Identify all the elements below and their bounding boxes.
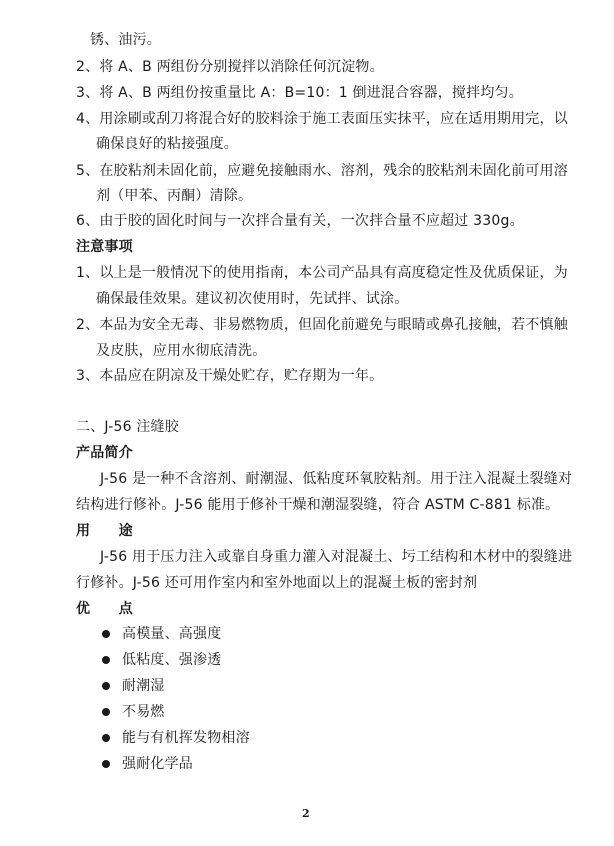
step-number: 5、 [76, 163, 100, 179]
step-text: 将 A、B 两组份分别搅拌以消除任何沉淀物。 [99, 59, 384, 75]
note-3 [76, 367, 383, 385]
note-1 [76, 264, 568, 282]
step-number: 4、 [76, 111, 100, 127]
step-text: 将 A、B 两组份按重量比 A：B=10：1 倒进混合容器，搅拌均匀。 [99, 85, 523, 101]
bullet-icon [102, 708, 110, 716]
section-2-title: 二、J-56 注缝胶 [76, 419, 179, 435]
step-6 [76, 212, 524, 230]
step-text: 由于胶的固化时间与一次拌合量有关，一次拌合量不应超过 330g。 [99, 213, 524, 229]
step-2 [76, 58, 384, 76]
step-number: 6、 [76, 213, 100, 229]
step-text: 在胶粘剂未固化前，应避免接触雨水、溶剂，残余的胶粘剂未固化前可用溶 [99, 163, 568, 179]
bullet-icon [102, 656, 110, 664]
bullet-icon [102, 734, 110, 742]
note-2 [76, 316, 568, 334]
advantages-heading: 优 点 [76, 601, 133, 617]
step-5 [76, 162, 568, 180]
usage-line-1: J-56 用于压力注入或靠自身重力灌入对混凝土、圬工结构和木材中的裂缝进 [100, 549, 573, 565]
page-number: 2 [302, 807, 310, 820]
advantage-text: 高模量、高强度 [122, 626, 222, 642]
intro-line-1: J-56 是一种不含溶剂、耐潮湿、低粘度环氧胶粘剂。用于注入混凝土裂缝对 [100, 471, 573, 487]
note-1-continuation: 确保最佳效果。建议初次使用时，先试拌、试涂。 [96, 291, 409, 307]
step-number: 3、 [76, 85, 100, 101]
advantage-text: 耐潮湿 [122, 678, 165, 694]
note-text: 以上是一般情况下的使用指南，本公司产品具有高度稳定性及优质保证，为 [99, 265, 568, 281]
note-number: 2、 [76, 317, 100, 333]
step-5-continuation: 剂（甲苯、丙酮）清除。 [96, 188, 253, 204]
intro-line-2: 结构进行修补。J-56 能用于修补干燥和潮湿裂缝，符合 ASTM C-881 标准。 [76, 497, 560, 513]
note-text: 本品为安全无毒、非易燃物质，但固化前避免与眼睛或鼻孔接触，若不慎触 [99, 317, 568, 333]
bullet-icon [102, 630, 110, 638]
usage-line-2: 行修补。J-56 还可用作室内和室外地面以上的混凝土板的密封剂 [76, 575, 478, 591]
usage-heading: 用 途 [76, 523, 133, 539]
note-number: 3、 [76, 368, 100, 384]
notes-heading: 注意事项 [76, 239, 133, 255]
step-1-continuation: 锈、油污。 [90, 32, 161, 48]
bullet-icon [102, 760, 110, 768]
note-number: 1、 [76, 265, 100, 281]
note-2-continuation: 及皮肤，应用水彻底清洗。 [96, 343, 267, 359]
bullet-icon [102, 682, 110, 690]
step-3 [76, 84, 523, 102]
step-text: 用涂刷或刮刀将混合好的胶料涂于施工表面压实抹平，应在适用期用完，以 [99, 111, 568, 127]
advantage-text: 低粘度、强渗透 [122, 652, 222, 668]
step-4 [76, 110, 568, 128]
step-4-continuation: 确保良好的粘接强度。 [96, 136, 238, 152]
note-text: 本品应在阴凉及干燥处贮存，贮存期为一年。 [99, 368, 384, 384]
intro-heading: 产品简介 [76, 445, 133, 461]
advantage-text: 不易燃 [122, 704, 165, 720]
advantage-text: 能与有机挥发物相溶 [122, 730, 250, 746]
advantage-text: 强耐化学品 [122, 756, 193, 772]
step-number: 2、 [76, 59, 100, 75]
